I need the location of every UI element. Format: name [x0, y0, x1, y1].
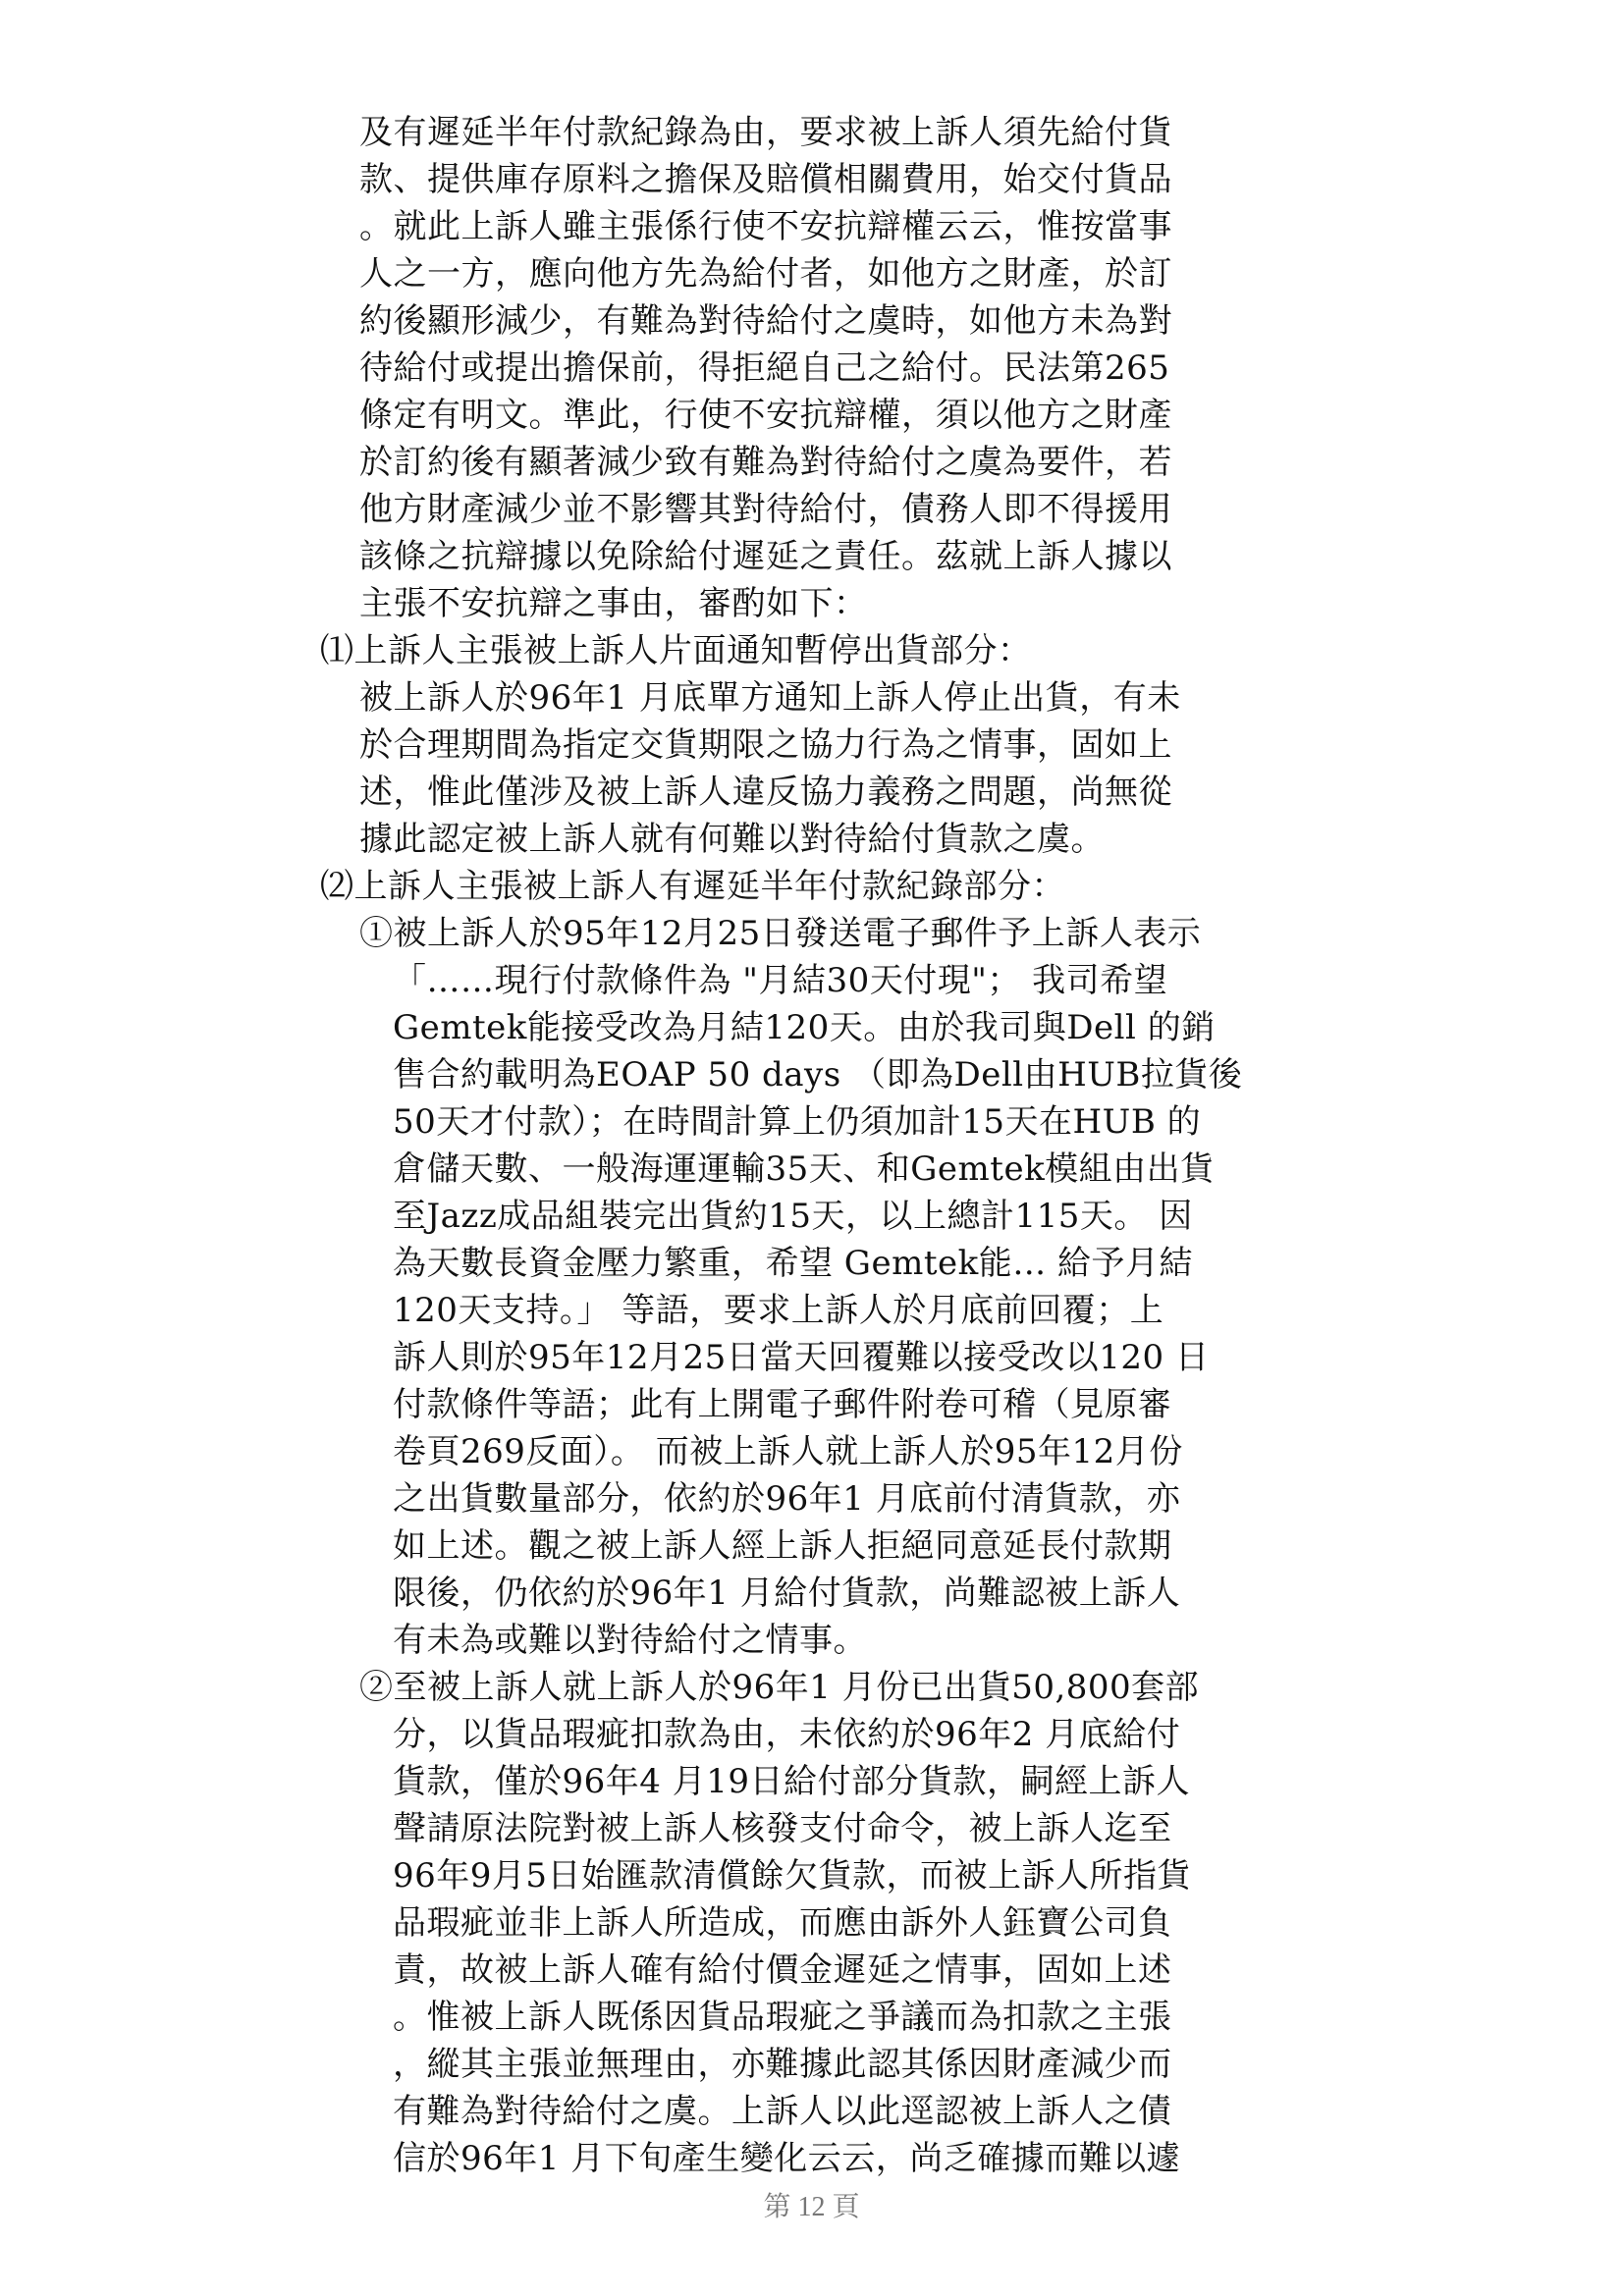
text-line: 該條之抗辯據以免除給付遲延之責任。茲就上訴人據以 — [359, 537, 1172, 576]
page-number: 第 12 頁 — [763, 2192, 860, 2222]
text-line: 及有遲延半年付款紀錄為由，要求被上訴人須先給付貨 — [359, 113, 1172, 152]
text-line: 分，以貨品瑕疵扣款為由，未依約於96年2 月底給付 — [393, 1715, 1181, 1754]
text-line: 據此認定被上訴人就有何難以對待給付貨款之虞。 — [359, 820, 1105, 859]
text-line: 於訂約後有顯著減少致有難為對待給付之虞為要件，若 — [359, 443, 1172, 482]
text-line: 之出貨數量部分，依約於96年1 月底前付清貨款，亦 — [393, 1479, 1181, 1519]
text-line: 責，故被上訴人確有給付價金遲延之情事，固如上述 — [393, 1950, 1172, 1990]
text-line: 被上訴人於96年1 月底單方通知上訴人停止出貨，有未 — [359, 678, 1181, 718]
text-line: 為天數長資金壓力繁重，希望 Gemtek能… 給予月結 — [393, 1244, 1194, 1283]
text-line: 售合約載明為EOAP 50 days （即為Dell由HUB拉貨後 — [393, 1055, 1243, 1095]
text-line: 96年9月5日始匯款清償餘欠貨款，而被上訴人所指貨 — [393, 1856, 1192, 1896]
text-line: 述，惟此僅涉及被上訴人違反協力義務之問題，尚無從 — [359, 773, 1172, 812]
text-line: 有難為對待給付之虞。上訴人以此逕認被上訴人之債 — [393, 2092, 1172, 2131]
text-line: 貨款，僅於96年4 月19日給付部分貨款，嗣經上訴人 — [393, 1762, 1190, 1801]
text-line: 限後，仍依約於96年1 月給付貨款，尚難認被上訴人 — [393, 1574, 1181, 1613]
text-line: 倉儲天數、一般海運運輸35天、和Gemtek模組由出貨 — [393, 1149, 1215, 1189]
section-heading: ⑵上訴人主張被上訴人有遲延半年付款紀錄部分： — [320, 867, 1065, 906]
text-line: ，縱其主張並無理由，亦難據此認其係因財產減少而 — [393, 2045, 1172, 2084]
list-item-heading: ②至被上訴人就上訴人於96年1 月份已出貨50,800套部 — [359, 1668, 1200, 1707]
text-line: 「……現行付款條件為 "月結30天付現"； 我司希望 — [393, 961, 1168, 1000]
text-line: 信於96年1 月下旬產生變化云云，尚乏確據而難以遽 — [393, 2139, 1181, 2178]
text-line: 訴人則於95年12月25日當天回覆難以接受改以120 日 — [393, 1338, 1210, 1377]
text-line: 至Jazz成品組裝完出貨約15天，以上總計115天。 因 — [393, 1197, 1193, 1236]
text-line: 品瑕疵並非上訴人所造成，而應由訴外人鈺寶公司負 — [393, 1903, 1172, 1943]
text-line: 他方財產減少並不影響其對待給付，債務人即不得援用 — [359, 490, 1172, 529]
text-line: 有未為或難以對待給付之情事。 — [393, 1621, 867, 1660]
text-line: 人之一方，應向他方先為給付者，如他方之財產，於訂 — [359, 254, 1172, 294]
text-line: 款、提供庫存原料之擔保及賠償相關費用，始交付貨品 — [359, 160, 1172, 199]
text-line: 約後顯形減少，有難為對待給付之虞時，如他方未為對 — [359, 301, 1172, 341]
text-line: 待給付或提出擔保前，得拒絕自己之給付。民法第265 — [359, 348, 1170, 388]
text-line: 條定有明文。準此，行使不安抗辯權，須以他方之財產 — [359, 396, 1172, 435]
text-line: 50天才付款）；在時間計算上仍須加計15天在HUB 的 — [393, 1102, 1202, 1142]
section-heading: ⑴上訴人主張被上訴人片面通知暫停出貨部分： — [320, 631, 1032, 670]
text-line: 120天支持。」 等語，要求上訴人於月底前回覆；上 — [393, 1291, 1164, 1330]
text-line: 於合理期間為指定交貨期限之協力行為之情事，固如上 — [359, 725, 1172, 765]
text-line: 主張不安抗辯之事由，審酌如下： — [359, 584, 868, 623]
text-line: 。就此上訴人雖主張係行使不安抗辯權云云，惟按當事 — [359, 207, 1172, 246]
list-item-heading: ①被上訴人於95年12月25日發送電子郵件予上訴人表示 — [359, 914, 1202, 953]
text-line: 聲請原法院對被上訴人核發支付命令，被上訴人迄至 — [393, 1809, 1172, 1848]
text-line: Gemtek能接受改為月結120天。由於我司與Dell 的銷 — [393, 1008, 1216, 1047]
text-line: 卷頁269反面）。 而被上訴人就上訴人於95年12月份 — [393, 1432, 1183, 1471]
text-line: 。惟被上訴人既係因貨品瑕疵之爭議而為扣款之主張 — [393, 1998, 1172, 2037]
text-line: 付款條件等語；此有上開電子郵件附卷可稽（見原審 — [393, 1385, 1172, 1424]
text-line: 如上述。觀之被上訴人經上訴人拒絕同意延長付款期 — [393, 1526, 1172, 1566]
